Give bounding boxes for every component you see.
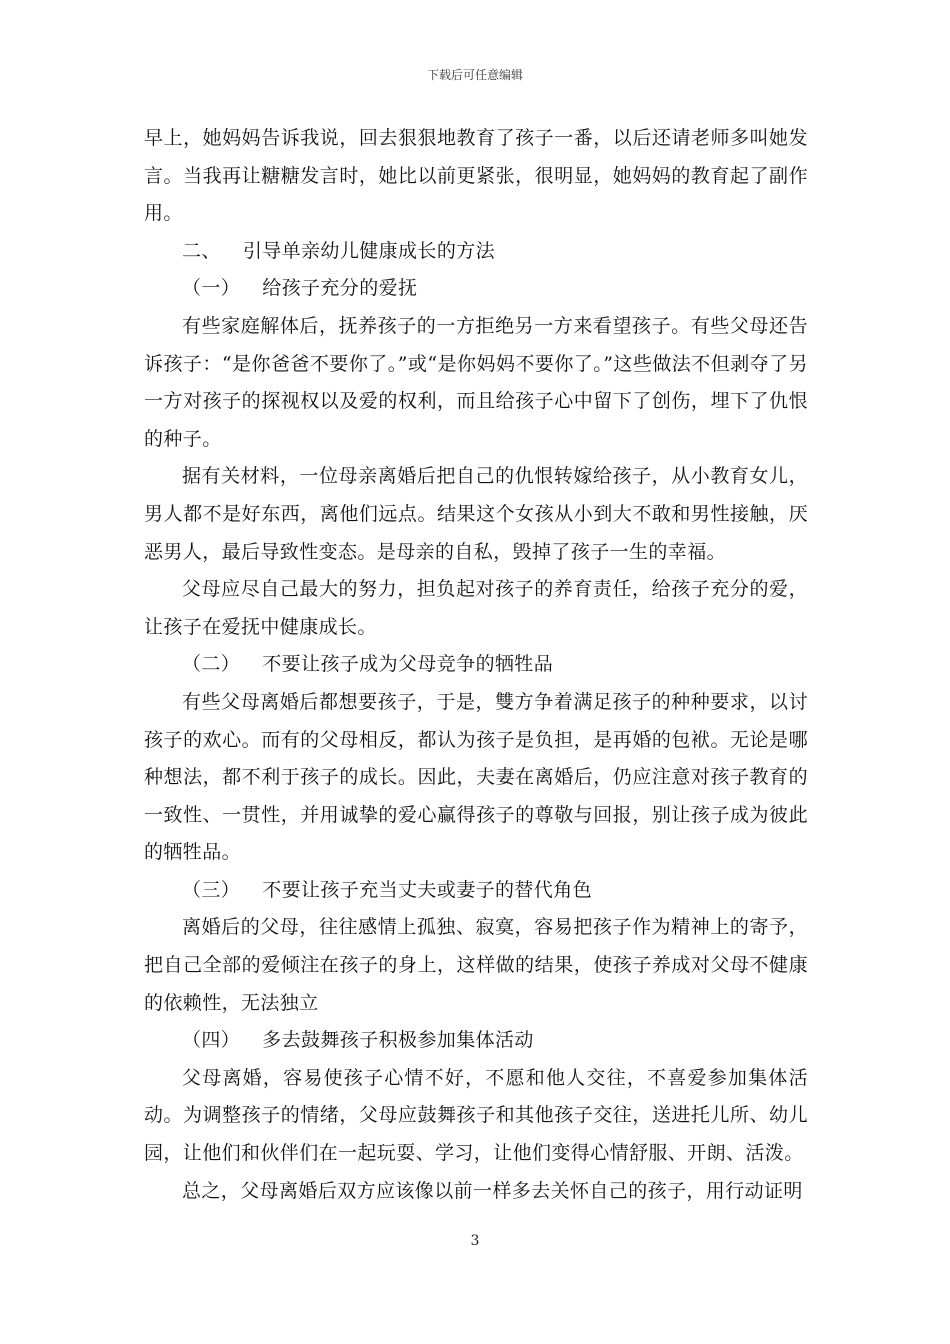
subsection-title: 多去鼓舞孩子积极参加集体活动 xyxy=(262,1029,534,1052)
paragraph-7: 父母离婚，容易使孩子心情不好，不愿和他人交往，不喜爱参加集体活动。为调整孩子的情绪，父母应鼓舞孩子和其他孩子交往，送进托儿所、幼儿园，让他们和伙伴们在一起玩耍、学习，让他们变得心情舒服、开朗、活泼。 xyxy=(144,1066,808,1165)
paragraph-5: 有些父母离婚后都想要孩子，于是，雙方争着满足孩子的种种要求，以讨孩子的欢心。而有的父母相反，都认为孩子是负担，是再婚的包袱。无论是哪种想法，都不利于孩子的成长。因此，夫妻在离婚后，仍应注意对孩子教育的一致性、一贯性，并用诚挚的爱心赢得孩子的尊敬与回报，别让孩子成为彼此的牺牲品。 xyxy=(144,690,808,864)
paragraph-3: 据有关材料，一位母亲离婚后把自己的仇恨转嫁给孩子，从小教育女儿，男人都不是好东西，离他们远点。结果这个女孩从小到大不敢和男性接触，厌恶男人，最后导致性变态。是母亲的自私，毁掉了孩子一生的幸福。 xyxy=(144,465,808,563)
subsection-title: 不要让孩子成为父母竞争的牺牲品 xyxy=(262,653,554,676)
page-number: 3 xyxy=(470,1233,480,1249)
subsection-number: （三） xyxy=(182,878,241,901)
subsection-number: （四） xyxy=(182,1029,241,1052)
paragraph-6: 离婚后的父母，往往感情上孤独、寂寞，容易把孩子作为精神上的寄予，把自己全部的爱倾注在孩子的身上，这样做的结果，使孩子养成对父母不健康的依赖性，无法独立 xyxy=(144,916,808,1014)
document-body xyxy=(144,120,808,1210)
subsection-heading-1 xyxy=(144,270,808,308)
section-title: 引导单亲幼儿健康成长的方法 xyxy=(242,239,496,262)
paragraph-4: 父母应尽自己最大的努力，担负起对孩子的养育责任，给孩子充分的爱，让孩子在爱抚中健康成长。 xyxy=(144,578,808,638)
subsection-title: 给孩子充分的爱抚 xyxy=(262,277,418,300)
paragraph-2: 有些家庭解体后，抚养孩子的一方拒绝另一方来看望孩子。有些父母还告诉孩子：“是你爸爸不要你了。”或“是你妈妈不要你了。”这些做法不但剥夺了另一方对孩子的探视权以及爱的权利，而且给孩子心中留下了创伤，埋下了仇恨的种子。 xyxy=(144,314,808,450)
subsection-number: （二） xyxy=(182,653,241,676)
subsection-heading-2 xyxy=(144,646,808,684)
subsection-number: （一） xyxy=(182,277,241,300)
subsection-heading-4 xyxy=(144,1022,808,1060)
section-heading-2 xyxy=(144,233,808,271)
subsection-heading-3 xyxy=(144,872,808,910)
paragraph-8: 总之，父母离婚后双方应该像以前一样多去关怀自己的孩子，用行动证明 xyxy=(182,1179,803,1202)
subsection-title: 不要让孩子充当丈夫或妻子的替代角色 xyxy=(262,878,593,901)
section-number: 二、 xyxy=(182,239,221,262)
paragraph-1: 早上，她妈妈告诉我说，回去狠狠地教育了孩子一番，以后还请老师多叫她发言。当我再让糖糖发言时，她比以前更紧张，很明显，她妈妈的教育起了副作用。 xyxy=(144,127,808,225)
page-header: 下载后可任意编辑 xyxy=(426,68,523,82)
